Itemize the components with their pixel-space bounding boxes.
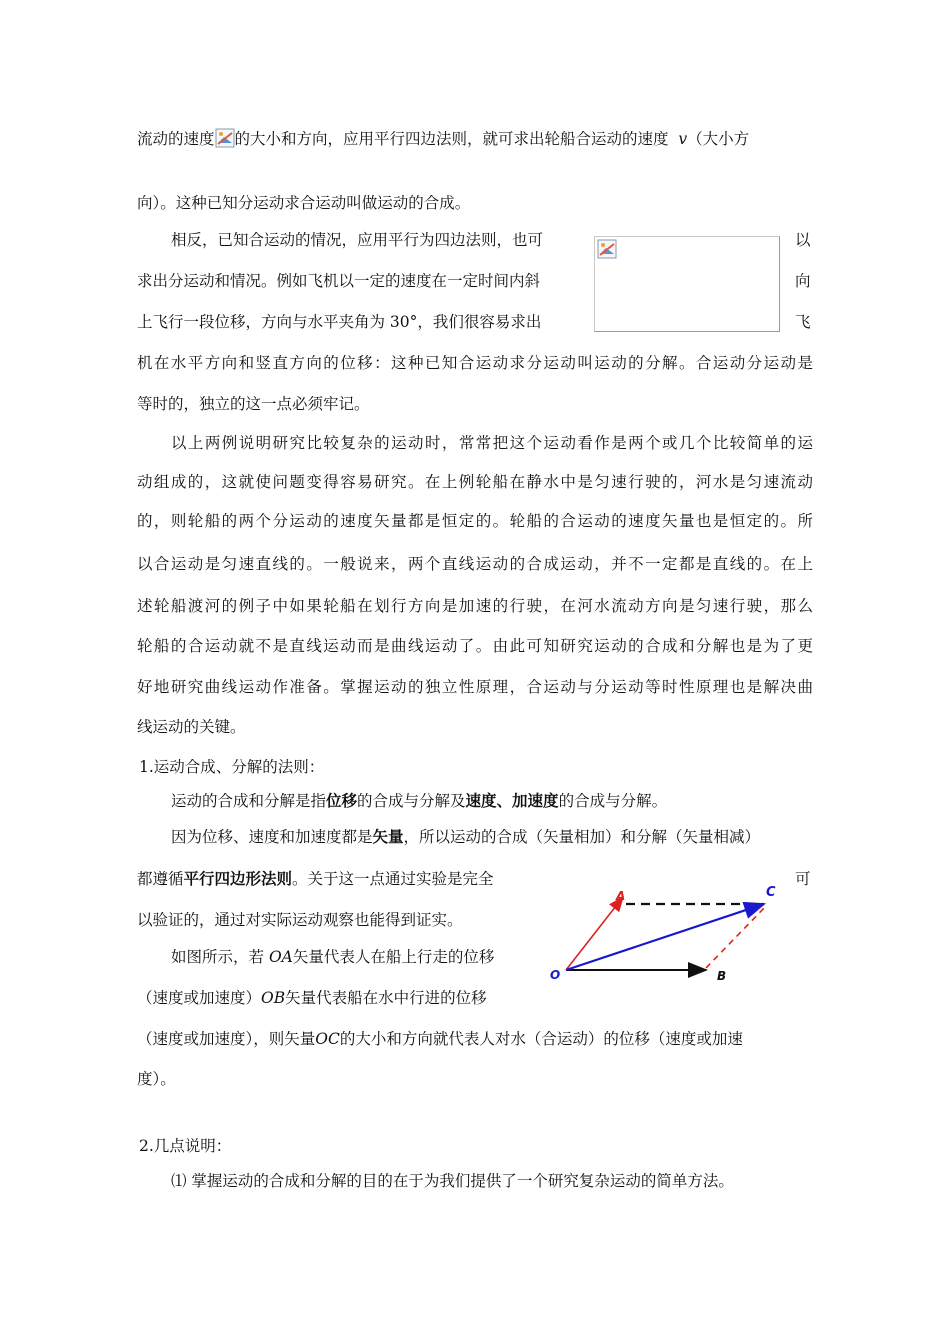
text: 运动的合成和分解是指 — [171, 792, 327, 810]
section2-heading: 2.几点说明： — [139, 1137, 232, 1155]
text: （速度或加速度），则矢量 — [137, 1030, 316, 1048]
text: 的合成与分解及 — [357, 792, 466, 810]
section1-line5 — [171, 947, 494, 967]
text: 的大小和方向就代表人对水（合运动）的位移（速度或加速 — [339, 1030, 743, 1048]
text: 如图所示，若 — [171, 948, 265, 966]
broken-image-icon — [597, 239, 617, 263]
para2-line3-tail: 飞 — [795, 313, 811, 331]
para2-line4: 机在水平方向和竖直方向的位移：这种已知合运动求分运动叫运动的分解。合运动分运动是 — [137, 354, 813, 372]
para3-line6: 轮船的合运动就不是直线运动而是曲线运动了。由此可知研究运动的合成和分解也是为了更 — [137, 637, 813, 655]
section1-line3 — [137, 869, 494, 889]
section2-item1: ⑴ 掌握运动的合成和分解的目的在于为我们提供了一个研究复杂运动的简单方法。 — [171, 1172, 734, 1190]
missing-image-frame — [594, 236, 780, 332]
text: 都遵循 — [137, 870, 184, 888]
section1-line2 — [171, 827, 760, 847]
para1-line1 — [137, 128, 749, 149]
vector-oa — [566, 897, 623, 970]
para2-line2: 求出分运动和情况。例如飞机以一定的速度在一定时间内斜 — [137, 272, 541, 290]
dashed-line-bc — [706, 906, 766, 968]
para2-line5: 等时的，独立的这一点必须牢记。 — [137, 395, 370, 413]
text: （大小方 — [687, 130, 750, 148]
para2-line3: 上飞行一段位移，方向与水平夹角为 30°，我们很容易求出 — [137, 313, 542, 331]
text: 矢量代表船在水中行进的位移 — [285, 989, 487, 1007]
bold-term: 矢量 — [372, 827, 404, 846]
para3-line3: 的，则轮船的两个分运动的速度矢量都是恒定的。轮船的合运动的速度矢量也是恒定的。所 — [137, 512, 813, 530]
bold-term: 平行四边形法则 — [183, 869, 293, 888]
para1-line2: 向）。这种已知分运动求合运动叫做运动的合成。 — [137, 194, 471, 212]
vector-oc — [566, 904, 764, 970]
para2-line1: 相反，已知合运动的情况，应用平行为四边法则，也可 — [171, 231, 544, 249]
text: ，所以运动的合成（矢量相加）和分解（矢量相减） — [403, 828, 761, 846]
label-b: B — [717, 969, 727, 983]
section1-line6 — [137, 988, 487, 1008]
section1-line3-tail: 可 — [795, 870, 811, 888]
var-v: v — [678, 130, 688, 148]
section1-line1 — [171, 791, 667, 811]
section1-line8: 度）。 — [137, 1070, 176, 1088]
label-a: A — [616, 889, 626, 903]
text: （速度或加速度） — [137, 989, 262, 1007]
parallelogram-vector-diagram — [540, 880, 790, 990]
section1-heading: 1.运动合成、分解的法则： — [139, 758, 325, 776]
var-oc: OC — [315, 1030, 340, 1048]
section1-line7 — [137, 1029, 743, 1049]
para3-line7: 好地研究曲线运动作准备。掌握运动的独立性原理，合运动与分运动等时性原理也是解决曲 — [137, 678, 813, 696]
para3-line8: 线运动的关键。 — [137, 718, 246, 736]
para3-line1: 以上两例说明研究比较复杂的运动时，常常把这个运动看作是两个或几个比较简单的运 — [171, 434, 813, 452]
para3-line2: 动组成的，这就使问题变得容易研究。在上例轮船在静水中是匀速行驶的，河水是匀速流动 — [137, 473, 813, 491]
text: 。关于这一点通过实验是完全 — [292, 870, 494, 888]
var-ob: OB — [261, 989, 286, 1007]
text: 因为位移、速度和加速度都是 — [171, 828, 373, 846]
label-c: C — [766, 885, 776, 900]
text: 的合成与分解。 — [558, 792, 668, 810]
text: 的大小和方向，应用平行四边法则，就可求出轮船合运动的速度 — [234, 130, 669, 148]
var-oa: OA — [268, 948, 293, 966]
section1-line4: 以验证的，通过对实际运动观察也能得到证实。 — [137, 911, 463, 929]
broken-image-icon — [215, 128, 235, 148]
label-o: O — [550, 968, 561, 982]
para3-line4: 以合运动是匀速直线的。一般说来，两个直线运动的合成运动，并不一定都是直线的。在上 — [137, 555, 813, 573]
para2-line1-tail: 以 — [795, 231, 811, 249]
para3-line5: 述轮船渡河的例子中如果轮船在划行方向是加速的行驶，在河水流动方向是匀速行驶，那么 — [137, 597, 813, 615]
bold-term: 速度、加速度 — [465, 791, 559, 810]
text: 矢量代表人在船上行走的位移 — [292, 948, 495, 966]
para2-line2-tail: 向 — [795, 272, 811, 290]
bold-term: 位移 — [326, 791, 358, 810]
text: 流动的速度 — [137, 130, 215, 148]
